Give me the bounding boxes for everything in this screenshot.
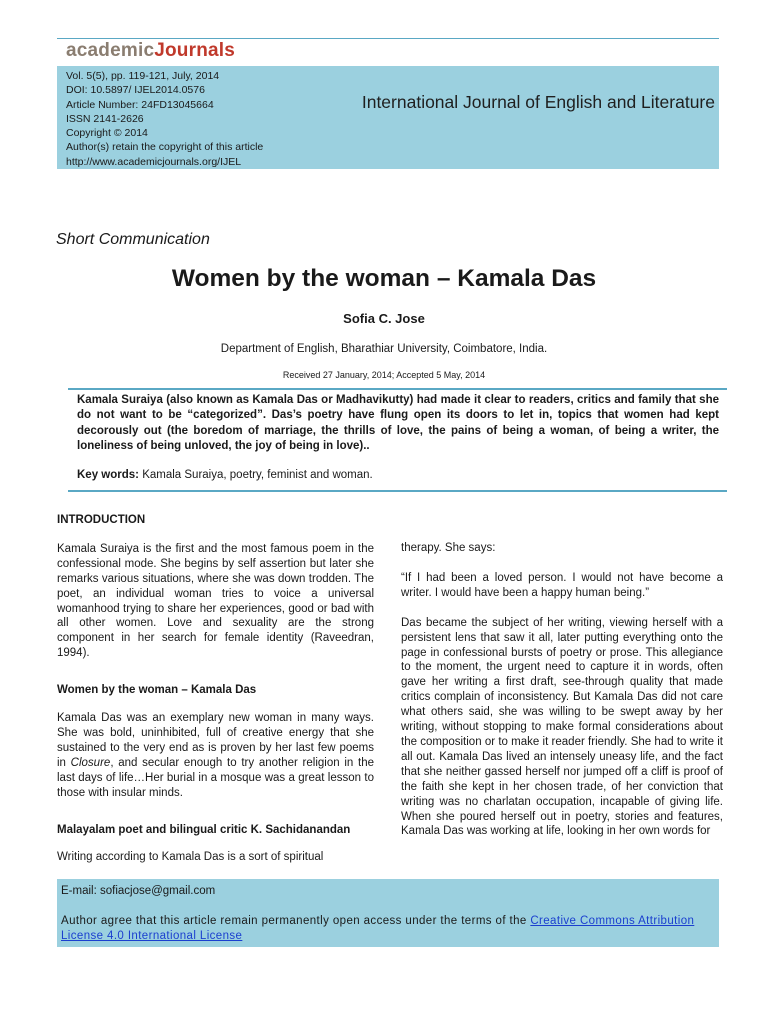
article-title: Women by the woman – Kamala Das	[171, 265, 597, 292]
abstract-text: Kamala Suraiya (also known as Kamala Das or Madhavikutty) had made it clear to readers, critics and family that she do not want to be “categorized”. Das’s poetry have flung open its doors to let in, topics that women had kept decorously out (the boredom of marriage, the thrills of love, the pains of being a woman, of being a writer, the loneliness of being unloved, the joy of being in love)..	[77, 394, 719, 452]
meta-issn: ISSN 2141-2626	[66, 112, 144, 125]
author-affiliation: Department of English, Bharathiar University, Coimbatore, India.	[220, 343, 548, 355]
section3-paragraph: Writing according to Kamala Das is a sort of spiritual	[57, 851, 324, 864]
section2-heading: Women by the woman – Kamala Das	[57, 684, 257, 697]
journal-name: International Journal of English and Literature	[361, 92, 715, 112]
left-column	[57, 513, 374, 865]
header-rule	[57, 38, 719, 39]
author-email[interactable]: E-mail: sofiacjose@gmail.com	[61, 885, 216, 897]
keywords-label: Key words:	[77, 469, 139, 481]
meta-rights: Author(s) retain the copyright of this article	[66, 141, 264, 154]
author-quote: “If I had been a loved person. I would not have become a writer. I would have been a happy human being.”	[401, 571, 723, 599]
intro-heading: INTRODUCTION	[57, 514, 146, 526]
article-meta-box	[57, 66, 719, 169]
right-paragraph-1: therapy. She says:	[401, 542, 496, 554]
section2-paragraph: Kamala Das was an exemplary new woman in many ways. She was bold, uninhibited, full of creative energy that she sustained to the very end as is proven by her last few poems in Closure, and secular enough to try another religion in the last days of life…Her burial in a mosque was a great lesson to those with insular minds.	[57, 712, 374, 799]
article-type: Short Communication	[56, 231, 210, 248]
meta-article-number: Article Number: 24FD13045664	[66, 98, 214, 111]
right-column	[401, 541, 723, 839]
keywords	[77, 469, 373, 481]
article-meta-lines	[66, 69, 263, 169]
received-dates: Received 27 January, 2014; Accepted 5 May, 2014	[282, 370, 486, 380]
right-paragraph-2: Das became the subject of her writing, viewing herself with a persistent lens that saw it all, later putting everything onto the page in confessional bursts of poetry or prose. This allegiance to the moment, the urgent need to capture it in words, often gave her writing a first draft, see-through quality that made critics complain of inconsistency. But Kamala Das did not care what others said, she was willing to be swept away by her writing, without stopping to make formal considerations about the composition or to make it reader friendly. She had to write it all out. Kamala Das lived an intensely uneasy life, and the fact that she neither gassed herself nor jumped off a cliff is proof of the faith she kept in her chosen trade, of her conviction that writing was no charlatan occupation, incapable of giving life. When she poured herself out in poetry, stories and features, Kamala Das was working at life, looking in her own words for	[401, 616, 723, 838]
footer-box	[57, 879, 719, 947]
meta-volume: Vol. 5(5), pp. 119-121, July, 2014	[66, 70, 220, 82]
intro-paragraph: Kamala Suraiya is the first and the most famous poem in the confessional mode. She begins by self assertion but later she remarks various situations, where she was down trodden. The poet, an individual woman tries to voice a universal womanhood trying to share her experiences, good or bad with all other women. Love and sexuality are the strong component in her search for female identity (Raveedran, 1994).	[57, 542, 374, 660]
license-notice: Author agree that this article remain permanently open access under the terms of the Creative Commons Attribution License 4.0 International License	[61, 915, 695, 942]
publisher-logo: academicJournals	[66, 40, 236, 61]
meta-url[interactable]: http://www.academicjournals.org/IJEL	[66, 155, 242, 168]
article-author: Sofia C. Jose	[343, 311, 425, 326]
meta-doi: DOI: 10.5897/ IJEL2014.0576	[66, 84, 205, 97]
abstract-box	[68, 388, 727, 492]
keywords-list: Kamala Suraiya, poetry, feminist and woman.	[142, 469, 373, 481]
meta-copyright: Copyright © 2014	[66, 127, 148, 140]
section3-heading: Malayalam poet and bilingual critic K. Sachidanandan	[57, 823, 351, 836]
license-link[interactable]: Creative Commons Attribution License 4.0 International License	[61, 915, 695, 942]
